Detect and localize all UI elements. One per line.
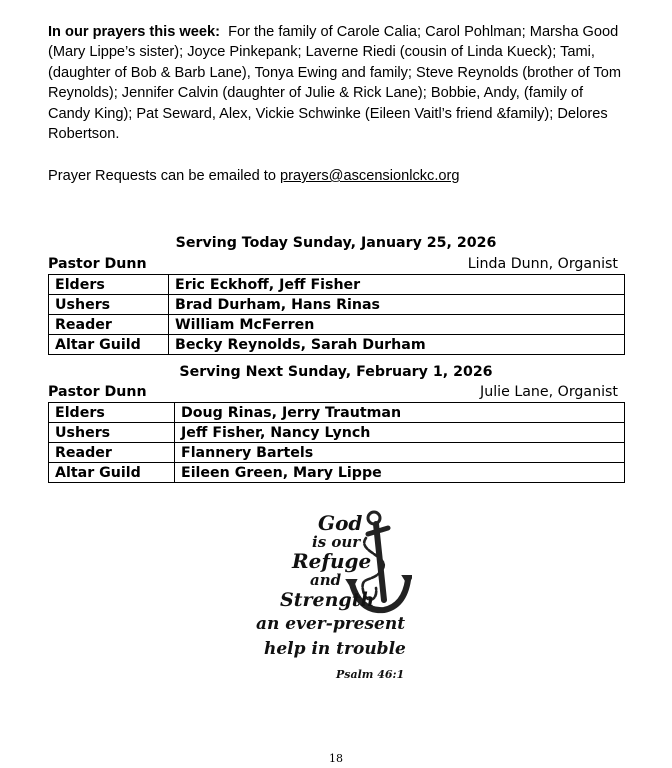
- prayer-request-text: Prayer Requests can be emailed to: [48, 168, 276, 184]
- psalm-graphic: [252, 508, 412, 684]
- names-cell: William McFerren: [169, 315, 625, 335]
- table-row: [49, 335, 625, 355]
- table-row: [49, 443, 625, 463]
- serving-next-pastor-row: [48, 384, 618, 400]
- role-cell: Altar Guild: [49, 463, 175, 483]
- prayer-email-link[interactable]: prayers@ascensionlckc.org: [280, 168, 460, 184]
- prayer-names: For the family of Carole Calia; Carol Pohlman; Marsha Good (Mary Lippe’s sister); Joyce Pinkepank; Laverne Riedi (cousin of Linda Kueck); Tami, (daughter of Bob & Barb Lane), Tonya Ewing and family; Steve Reynolds (brother of Tom Reynolds); Jennifer Calvin (daughter of Julie & Rick Lane); Bobbie, Andy, (family of Candy King); Pat Seward, Alex, Vickie Schwinke (Eileen Vaitl’s friend &family); Delores Robertson.: [48, 24, 621, 143]
- graphic-text: God: [318, 511, 363, 535]
- table-row: [49, 315, 625, 335]
- serving-next-organist: Julie Lane, Organist: [480, 384, 618, 400]
- graphic-text: help in trouble: [264, 639, 406, 659]
- names-cell: Brad Durham, Hans Rinas: [169, 295, 625, 315]
- table-row: [49, 423, 625, 443]
- table-row: [49, 463, 625, 483]
- table-row: [49, 275, 625, 295]
- serving-next-title: Serving Next Sunday, February 1, 2026: [179, 364, 493, 380]
- role-cell: Reader: [49, 443, 175, 463]
- table-row: [49, 403, 625, 423]
- graphic-text: and: [310, 571, 342, 589]
- serving-today-pastor-row: [48, 256, 618, 272]
- graphic-text: Strength: [280, 589, 375, 611]
- serving-next-table: [48, 402, 625, 483]
- names-cell: Eric Eckhoff, Jeff Fisher: [169, 275, 625, 295]
- serving-today-pastor: Pastor Dunn: [48, 256, 147, 272]
- serving-next-pastor: Pastor Dunn: [48, 384, 147, 400]
- names-cell: Doug Rinas, Jerry Trautman: [175, 403, 625, 423]
- role-cell: Reader: [49, 315, 169, 335]
- serving-today-table: [48, 274, 625, 355]
- prayer-heading: In our prayers this week:: [48, 24, 220, 40]
- role-cell: Ushers: [49, 423, 175, 443]
- role-cell: Elders: [49, 403, 175, 423]
- table-row: [49, 295, 625, 315]
- serving-today-title: Serving Today Sunday, January 25, 2026: [175, 235, 497, 251]
- names-cell: Flannery Bartels: [175, 443, 625, 463]
- graphic-text: Refuge: [292, 549, 372, 573]
- prayer-list: [48, 22, 628, 144]
- names-cell: Eileen Green, Mary Lippe: [175, 463, 625, 483]
- serving-today-organist: Linda Dunn, Organist: [467, 256, 618, 272]
- role-cell: Elders: [49, 275, 169, 295]
- graphic-text: is our: [312, 533, 361, 551]
- graphic-reference: Psalm 46:1: [336, 668, 405, 681]
- prayer-request-line: [48, 166, 628, 186]
- role-cell: Ushers: [49, 295, 169, 315]
- names-cell: Jeff Fisher, Nancy Lynch: [175, 423, 625, 443]
- graphic-text: an ever-present: [256, 614, 406, 634]
- page-number: 18: [329, 752, 343, 765]
- names-cell: Becky Reynolds, Sarah Durham: [169, 335, 625, 355]
- role-cell: Altar Guild: [49, 335, 169, 355]
